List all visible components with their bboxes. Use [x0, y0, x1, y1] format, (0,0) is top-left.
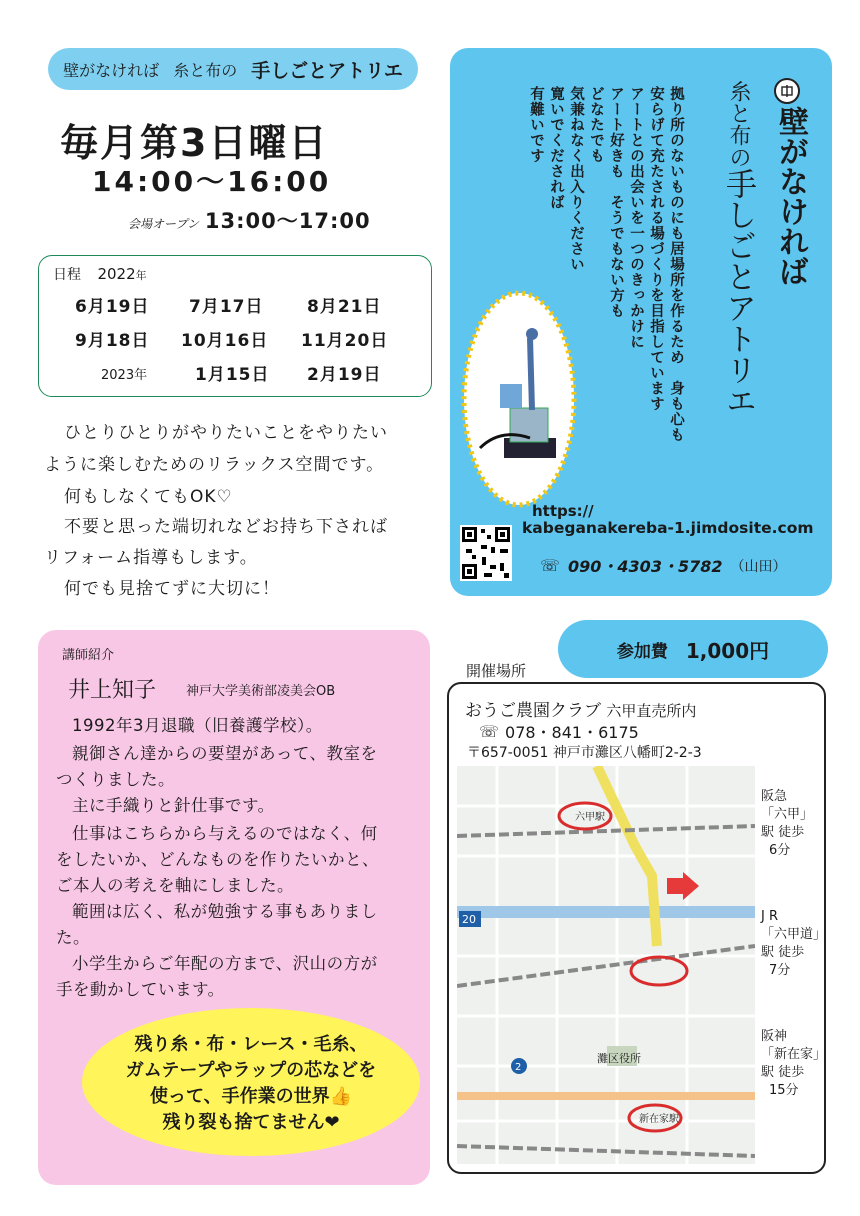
venue-name-sub: 六甲直売所内: [606, 702, 697, 720]
panel-title-small: 糸と布の: [726, 80, 751, 168]
lecturer-bio-line: た。: [56, 928, 90, 947]
access-line: 阪急: [761, 789, 788, 804]
lecturer-bio-line: 親御さん達からの要望があって、教室を: [72, 744, 378, 763]
access-station: 「新在家」: [761, 1047, 827, 1062]
lecturer-bio-line: 範囲は広く、私が勉強する事もありまし: [72, 902, 378, 921]
lecturer-affiliation: 神戸大学美術部凌美会OB: [186, 684, 336, 699]
sewing-mirror-image: [460, 288, 578, 510]
telephone-icon: ☏: [540, 556, 561, 575]
venue-open-label: 会場オープン: [128, 217, 199, 231]
atelier-logo-icon: [774, 78, 800, 104]
access-time: 15分: [769, 1083, 799, 1098]
date-item: 2月19日: [307, 365, 382, 385]
intro-line: ひとりひとりがやりたいことをやりたい: [64, 423, 388, 443]
access-walk: 駅 徒歩: [761, 1065, 805, 1080]
materials-line: 残り裂も捨てません❤: [162, 1112, 340, 1133]
panel-body-line: アートとの出会いを一つのきっかけに: [628, 86, 644, 350]
panel-body-line: 気兼ねなく出入りください: [568, 86, 584, 272]
panel-body-line: 寛いでくだされば: [548, 86, 564, 210]
intro-line: ように楽しむためのリラックス空間です。: [44, 455, 385, 475]
venue-box: [447, 682, 826, 1174]
panel-body-line: 安らげて充たされる場づくりを目指しています: [648, 86, 664, 412]
lecturer-bio-line: つくりました。: [56, 770, 175, 789]
access-hanshin: [761, 1028, 827, 1100]
lecturer-panel: [38, 630, 430, 1185]
website-url-line1[interactable]: https://: [532, 502, 594, 520]
map-label: 灘区役所: [597, 1052, 641, 1065]
materials-line: ガムテープやラップの芯などを: [125, 1060, 377, 1081]
panel-body-line: 有難いです: [528, 86, 544, 164]
fee-amount: 1,000円: [685, 638, 770, 663]
title-pill: [48, 48, 418, 90]
intro-line: 不要と思った端切れなどお持ち下されば: [64, 517, 388, 537]
access-hankyu: [761, 788, 813, 860]
access-jr: [761, 908, 827, 980]
fee-pill: [558, 620, 828, 678]
venue-open-time: 13:00〜17:00: [204, 209, 371, 233]
venue-name: [465, 696, 696, 721]
lecturer-bio-line: 手を動かしています。: [56, 980, 225, 999]
venue-phone-number[interactable]: 078・841・6175: [505, 723, 639, 742]
access-station: 「六甲道」: [761, 927, 827, 942]
title-pill-small: 壁がなければ: [63, 60, 160, 80]
session-time: 14:00〜16:00: [92, 165, 332, 198]
panel-title-line2: [716, 80, 761, 416]
lecturer-bio-line: ご本人の考えを軸にしました。: [56, 876, 294, 895]
map-label: 2: [515, 1062, 522, 1073]
contact-person: （山田）: [730, 558, 787, 575]
date-item: 8月21日: [307, 297, 382, 317]
lecturer-bio-line: 主に手織りと針仕事です。: [72, 796, 275, 815]
panel-body-line: 拠り所のないものにも居場所を作るため 身も心も: [668, 86, 684, 443]
date-item: 1月15日: [195, 365, 270, 385]
dates-year: 2022: [97, 265, 136, 283]
venue-name-main: おうご農園クラブ: [465, 701, 601, 721]
intro-line: 何もしなくてもOK♡: [64, 487, 233, 507]
access-line: J R: [761, 909, 778, 924]
info-panel: [450, 48, 832, 596]
dates-box: [38, 255, 432, 397]
intro-line: 何でも見捨てずに大切に！: [64, 579, 280, 599]
access-walk: 駅 徒歩: [761, 945, 805, 960]
schedule-heading: 毎月第3日曜日: [60, 121, 329, 165]
materials-line: 使って、手作業の世界👍: [149, 1086, 353, 1107]
map-label: 新在家駅: [639, 1114, 679, 1125]
date-item: 10月16日: [181, 331, 269, 351]
venue-open-line: [128, 205, 371, 235]
date-item: 6月19日: [75, 297, 150, 317]
lecturer-name: 井上知子: [68, 678, 157, 703]
access-walk: 駅 徒歩: [761, 825, 805, 840]
date-item: 7月17日: [189, 297, 264, 317]
panel-body-line: どなたでも: [588, 86, 604, 164]
website-url-line2[interactable]: kabeganakereba-1.jimdosite.com: [522, 519, 814, 537]
date-item: 9月18日: [75, 331, 150, 351]
lecturer-bio-line: をしたいか、どんなものを作りたいかと、: [56, 850, 379, 869]
dates-year-2023: 2023年: [101, 368, 148, 383]
panel-title-line1: 壁がなければ: [773, 106, 808, 286]
panel-title-big: 手しごとアトリエ: [720, 168, 756, 416]
lecturer-bio-line: 仕事はこちらから与えるのではなく、何: [72, 824, 378, 843]
date-item: 11月20日: [301, 331, 389, 351]
dates-heading: [53, 264, 147, 284]
contact-phone-number[interactable]: 090・4303・5782: [568, 557, 723, 576]
venue-heading: 開催場所: [466, 662, 527, 680]
contact-phone-line: [540, 554, 786, 577]
dates-label: 日程: [53, 267, 81, 283]
access-time: 6分: [769, 843, 791, 858]
access-station: 「六甲」: [761, 807, 814, 822]
access-line: 阪神: [761, 1029, 788, 1044]
panel-body-line: アート好きも そうでもない方も: [608, 86, 624, 319]
map-label: 20: [462, 913, 476, 926]
area-map[interactable]: [457, 766, 755, 1164]
telephone-icon: ☏: [479, 722, 500, 741]
materials-line: 残り糸・布・レース・毛糸、: [134, 1034, 368, 1055]
dates-year-suffix: 年: [135, 269, 147, 282]
lecturer-heading: 講師紹介: [62, 648, 115, 663]
qr-code-icon[interactable]: [460, 525, 512, 581]
title-pill-mid: 糸と布の: [173, 60, 238, 80]
intro-line: リフォーム指導もします。: [44, 548, 258, 568]
fee-label: 参加費: [616, 641, 668, 662]
access-time: 7分: [769, 963, 791, 978]
materials-oval: [82, 1008, 420, 1156]
title-pill-big: 手しごとアトリエ: [251, 59, 403, 82]
map-label: 六甲駅: [575, 812, 605, 823]
venue-address: 〒657-0051 神戸市灘区八幡町2-2-3: [467, 745, 702, 761]
lecturer-bio-line: 小学生からご年配の方まで、沢山の方が: [72, 954, 378, 973]
lecturer-bio-line: 1992年3月退職（旧養護学校）。: [72, 716, 323, 735]
venue-phone-line: [479, 720, 639, 743]
